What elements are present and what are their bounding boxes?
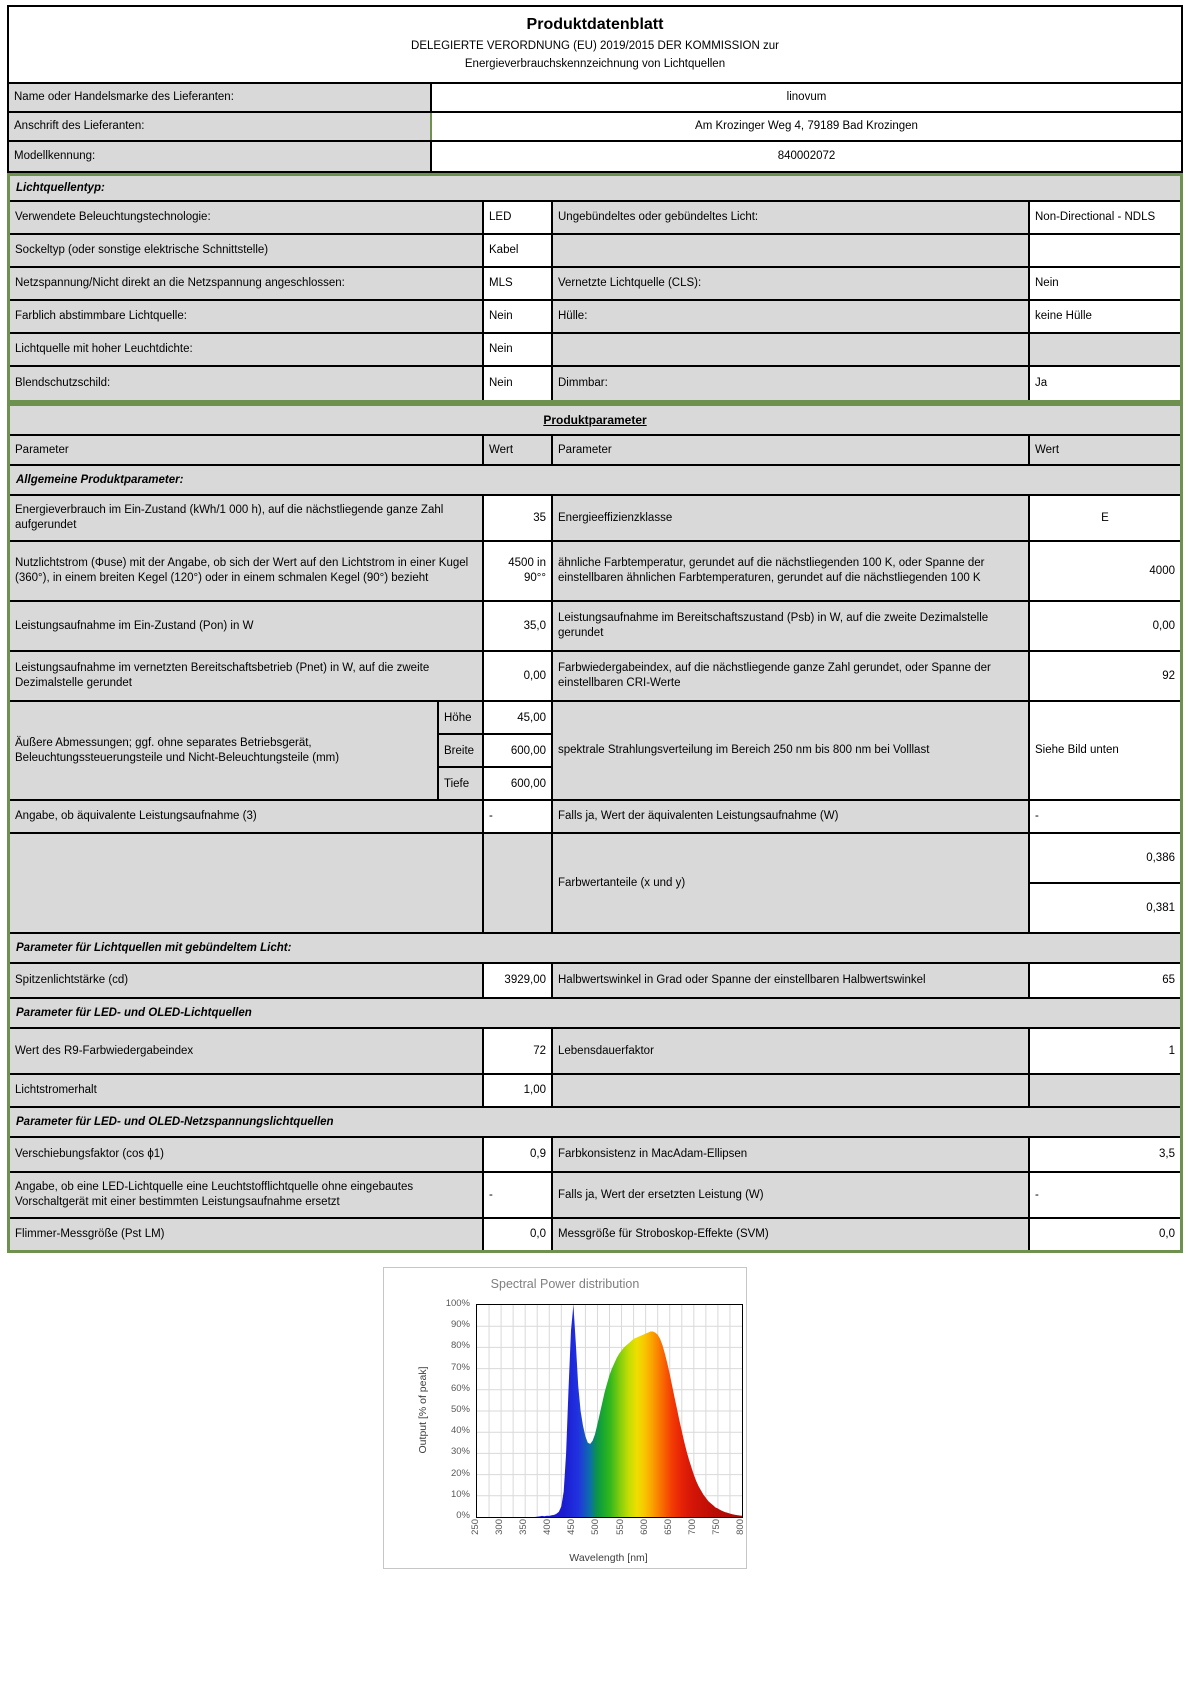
table-row	[10, 235, 1180, 268]
param-label: Leistungsaufnahme im vernetzten Bereitschaftsbetrieb (Pnet) in W, auf die zweite Dezimalstelle gerundet	[10, 652, 484, 700]
empty-cell	[553, 1075, 1030, 1106]
table-row	[10, 268, 1180, 301]
supplier-info-table	[7, 84, 1183, 173]
chart-x-axis-label: Wavelength [nm]	[569, 1552, 648, 1564]
table-row	[10, 496, 1180, 542]
param-value: 35	[484, 496, 553, 540]
param-label: Wert des R9-Farbwiedergabeindex	[10, 1029, 484, 1073]
param-value: Siehe Bild unten	[1030, 702, 1180, 799]
x-axis-tick: 450	[566, 1519, 578, 1535]
x-axis-tick: 500	[590, 1519, 602, 1535]
param-value: 65	[1030, 964, 1180, 997]
subsection-title: Parameter für LED- und OLED-Lichtquellen	[10, 999, 1180, 1029]
param-label: Verwendete Beleuchtungstechnologie:	[10, 202, 484, 233]
param-value: -	[1030, 801, 1180, 832]
param-value: Non-Directional - NDLS	[1030, 202, 1180, 233]
y-axis-tick: 70%	[450, 1361, 470, 1373]
product-datasheet	[7, 5, 1183, 1564]
produktparameter-section	[7, 403, 1183, 1253]
chromaticity-row	[10, 834, 1180, 934]
param-label: Angabe, ob eine LED-Lichtquelle eine Leuchtstofflichtquelle ohne eingebautes Vorschaltgerät mit einer bestimmten Leistungsaufnahme ersetzt	[10, 1173, 484, 1217]
param-value: Nein	[1030, 268, 1180, 299]
param-label: Lichtstromerhalt	[10, 1075, 484, 1106]
table-row	[10, 367, 1180, 400]
table-row	[9, 84, 1181, 113]
x-axis-tick: 550	[614, 1519, 626, 1535]
document-header	[7, 5, 1183, 84]
param-label: spektrale Strahlungsverteilung im Bereich 250 nm bis 800 nm bei Volllast	[553, 702, 1030, 799]
table-row	[10, 301, 1180, 334]
section-title: Lichtquellentyp:	[10, 176, 1180, 202]
table-row	[10, 1029, 1180, 1075]
param-label: Flimmer-Messgröße (Pst LM)	[10, 1219, 484, 1250]
param-value: 4000	[1030, 542, 1180, 600]
regulation-subtitle: DELEGIERTE VERORDNUNG (EU) 2019/2015 DER KOMMISSION zur	[411, 40, 779, 52]
y-axis-tick: 50%	[450, 1404, 470, 1415]
param-label: Verschiebungsfaktor (cos ϕ1)	[10, 1138, 484, 1171]
param-label: Äußere Abmessungen; ggf. ohne separates Betriebsgerät, Beleuchtungssteuerungsteile und Nicht-Beleuchtungsteile (mm)	[10, 702, 439, 799]
y-axis-tick: 40%	[450, 1425, 470, 1437]
param-value: -	[484, 801, 553, 832]
supplier-name-value: linovum	[786, 91, 827, 104]
table-row	[10, 334, 1180, 367]
spd-chart	[383, 1267, 747, 1569]
produktparameter-heading: Produktparameter	[543, 413, 647, 427]
page-title: Produktdatenblatt	[526, 16, 664, 33]
column-header: Wert	[484, 436, 553, 464]
param-label: Leistungsaufnahme im Ein-Zustand (Pon) in W	[10, 602, 484, 650]
table-row	[10, 801, 1180, 834]
param-value: keine Hülle	[1030, 301, 1180, 332]
x-axis-tick: 400	[542, 1519, 554, 1535]
dimension-name: Höhe	[439, 702, 484, 735]
table-row	[10, 1075, 1180, 1108]
param-value: LED	[484, 202, 553, 233]
dimension-name: Tiefe	[439, 768, 484, 799]
param-value: 72	[484, 1029, 553, 1073]
subsection-title: Parameter für Lichtquellen mit gebündeltem Licht:	[10, 934, 1180, 964]
column-header: Wert	[1030, 436, 1180, 464]
y-axis-tick: 20%	[450, 1467, 470, 1479]
table-row	[10, 1138, 1180, 1173]
subsection-title: Parameter für LED- und OLED-Netzspannungslichtquellen	[10, 1108, 1180, 1138]
empty-cell	[484, 834, 553, 932]
param-value: 1,00	[484, 1075, 553, 1106]
param-value: -	[1030, 1173, 1180, 1217]
dimension-value: 600,00	[484, 768, 553, 799]
param-value: 35,0	[484, 602, 553, 650]
param-value	[1030, 235, 1180, 266]
dimensions-row	[10, 702, 1180, 801]
param-value: 3,5	[1030, 1138, 1180, 1171]
empty-cell	[10, 834, 484, 932]
param-value: E	[1030, 496, 1180, 540]
param-label: Lebensdauerfaktor	[553, 1029, 1030, 1073]
param-value: 92	[1030, 652, 1180, 700]
dimension-values	[484, 702, 553, 799]
param-label: Farbwertanteile (x und y)	[553, 834, 1030, 932]
param-label: Dimmbar:	[553, 367, 1030, 400]
param-label: Spitzenlichtstärke (cd)	[10, 964, 484, 997]
param-label: Blendschutzschild:	[10, 367, 484, 400]
param-label: Vernetzte Lichtquelle (CLS):	[553, 268, 1030, 299]
y-axis-tick: 30%	[450, 1446, 470, 1458]
y-axis-tick: 60%	[450, 1382, 470, 1394]
param-value: 0,0	[1030, 1219, 1180, 1250]
dimension-value: 45,00	[484, 702, 553, 735]
y-axis-tick: 10%	[450, 1488, 470, 1500]
table-row	[10, 542, 1180, 602]
model-id-value: 840002072	[777, 150, 836, 163]
supplier-address-value: Am Krozinger Weg 4, 79189 Bad Krozingen	[695, 120, 918, 133]
chromaticity-x: 0,386	[1030, 834, 1180, 884]
param-value: -	[484, 1173, 553, 1217]
param-value: 0,00	[484, 652, 553, 700]
chart-plot-area	[476, 1304, 743, 1518]
param-label: Farbkonsistenz in MacAdam-Ellipsen	[553, 1138, 1030, 1171]
dimension-names	[439, 702, 484, 799]
x-axis-tick: 300	[494, 1519, 506, 1535]
param-label: Sockeltyp (oder sonstige elektrische Schnittstelle)	[10, 235, 484, 266]
param-value: Kabel	[484, 235, 553, 266]
param-label: Netzspannung/Nicht direkt an die Netzspannung angeschlossen:	[10, 268, 484, 299]
param-label	[553, 235, 1030, 266]
table-header-row	[10, 436, 1180, 466]
subsection-title: Allgemeine Produktparameter:	[10, 466, 1180, 496]
param-value: Nein	[484, 334, 553, 365]
table-row	[10, 202, 1180, 235]
supplier-address-label: Anschrift des Lieferanten:	[9, 113, 432, 140]
supplier-name-label: Name oder Handelsmarke des Lieferanten:	[9, 84, 432, 111]
param-value: 0,9	[484, 1138, 553, 1171]
param-value	[1030, 334, 1180, 365]
param-label: Lichtquelle mit hoher Leuchtdichte:	[10, 334, 484, 365]
param-value: Nein	[484, 367, 553, 400]
param-label: Halbwertswinkel in Grad oder Spanne der einstellbaren Halbwertswinkel	[553, 964, 1030, 997]
regulation-subtitle2: Energieverbrauchskennzeichnung von Lichtquellen	[464, 58, 726, 70]
param-value: 0,00	[1030, 602, 1180, 650]
lichtquellentyp-section	[7, 173, 1183, 403]
y-axis-tick: 100%	[445, 1298, 470, 1309]
empty-cell	[1030, 1075, 1180, 1106]
param-label: Hülle:	[553, 301, 1030, 332]
param-label: Nutzlichtstrom (Φuse) mit der Angabe, ob sich der Wert auf den Lichtstrom in einer Kugel (360°), in einem breiten Kegel (120°) oder in einem schmalen Kegel (90°) bezieht	[10, 542, 484, 600]
dimension-value: 600,00	[484, 735, 553, 768]
y-axis-tick: 0%	[456, 1510, 470, 1521]
param-value: Nein	[484, 301, 553, 332]
param-value: Ja	[1030, 367, 1180, 400]
x-axis-tick: 750	[710, 1519, 722, 1535]
x-axis-tick: 800	[735, 1519, 746, 1535]
x-axis-tick: 700	[686, 1519, 698, 1535]
chromaticity-values	[1030, 834, 1180, 932]
chart-title: Spectral Power distribution	[490, 1277, 640, 1291]
param-label: Falls ja, Wert der ersetzten Leistung (W)	[553, 1173, 1030, 1217]
param-value: MLS	[484, 268, 553, 299]
dimension-name: Breite	[439, 735, 484, 768]
x-axis-tick: 650	[662, 1519, 674, 1535]
table-row	[10, 964, 1180, 999]
param-label: Farblich abstimmbare Lichtquelle:	[10, 301, 484, 332]
param-label: ähnliche Farbtemperatur, gerundet auf die nächstliegenden 100 K, oder Spanne der einstellbaren ähnlichen Farbtemperaturen, gerundet auf die nächstliegenden 100 K	[553, 542, 1030, 600]
table-row	[10, 652, 1180, 702]
param-label: Angabe, ob äquivalente Leistungsaufnahme (3)	[10, 801, 484, 832]
param-label: Falls ja, Wert der äquivalenten Leistungsaufnahme (W)	[553, 801, 1030, 832]
param-label: Energieverbrauch im Ein-Zustand (kWh/1 000 h), auf die nächstliegende ganze Zahl aufgerundet	[10, 496, 484, 540]
x-axis-tick: 350	[518, 1519, 530, 1535]
x-axis-tick: 250	[470, 1519, 481, 1535]
section-title	[10, 406, 1180, 436]
table-row	[10, 602, 1180, 652]
param-label: Energieeffizienzklasse	[553, 496, 1030, 540]
param-label: Ungebündeltes oder gebündeltes Licht:	[553, 202, 1030, 233]
table-row	[9, 142, 1181, 171]
param-label: Farbwiedergabeindex, auf die nächstliegende ganze Zahl gerundet, oder Spanne der einstellbaren CRI-Werte	[553, 652, 1030, 700]
x-axis-tick: 600	[638, 1519, 650, 1535]
param-label: Messgröße für Stroboskop-Effekte (SVM)	[553, 1219, 1030, 1250]
table-row	[9, 113, 1181, 142]
column-header: Parameter	[553, 436, 1030, 464]
param-label	[553, 334, 1030, 365]
table-row	[10, 1173, 1180, 1219]
spd-curve	[477, 1305, 742, 1517]
column-header: Parameter	[10, 436, 484, 464]
param-value: 1	[1030, 1029, 1180, 1073]
y-axis-tick: 80%	[450, 1340, 470, 1352]
param-label: Leistungsaufnahme im Bereitschaftszustand (Psb) in W, auf die zweite Dezimalstelle gerundet	[553, 602, 1030, 650]
param-value: 3929,00	[484, 964, 553, 997]
table-row	[10, 1219, 1180, 1250]
param-value: 4500 in 90°°	[484, 542, 553, 600]
model-id-label: Modellkennung:	[9, 142, 432, 171]
chromaticity-y: 0,381	[1030, 884, 1180, 932]
chart-y-axis-label: Output [% of peak]	[417, 1366, 429, 1454]
y-axis-tick: 90%	[450, 1319, 470, 1331]
param-value: 0,0	[484, 1219, 553, 1250]
